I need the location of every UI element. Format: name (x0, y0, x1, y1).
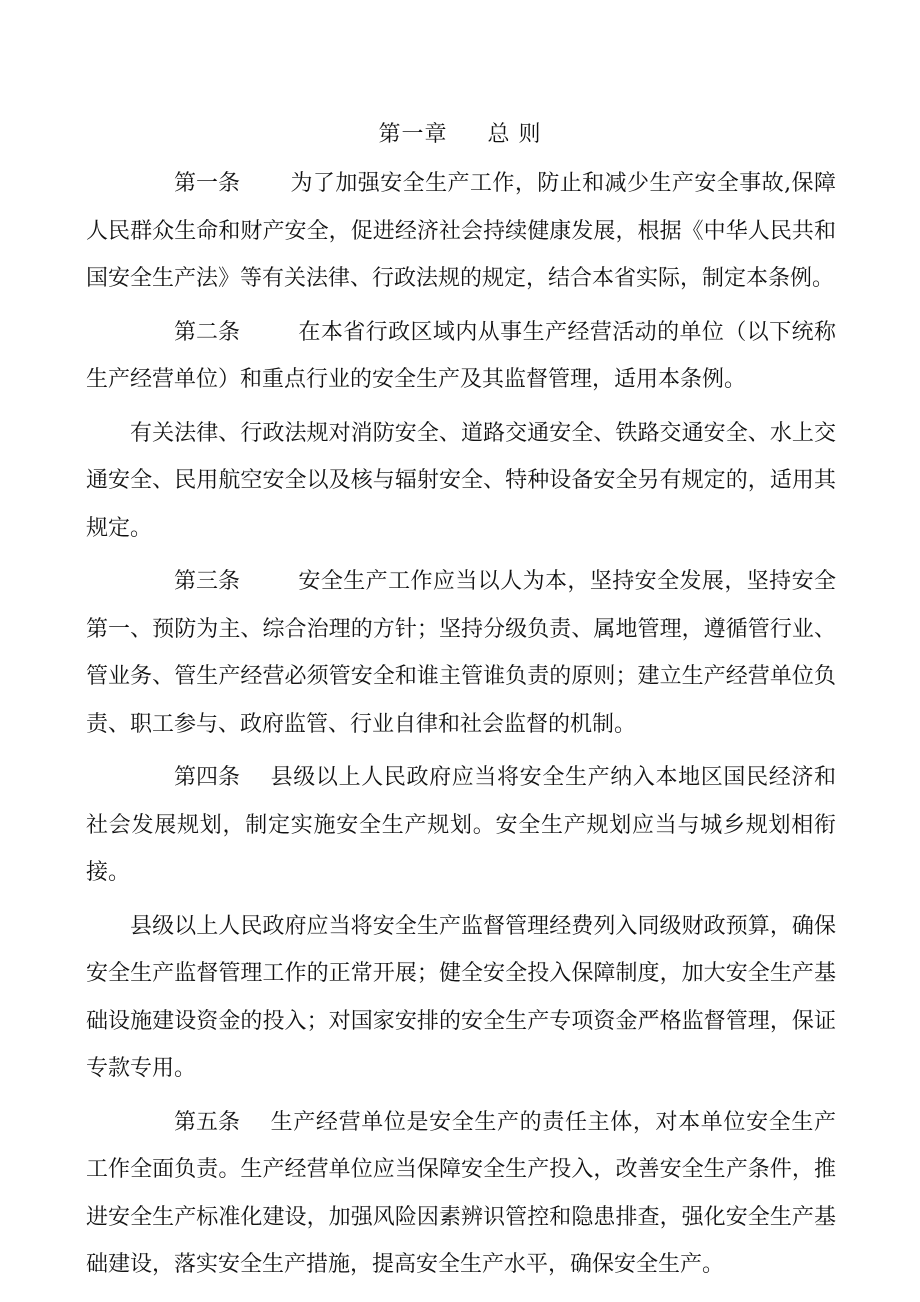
article-3-label: 第三条 (174, 569, 241, 594)
article-2-text-1: 在本省行政区域内从事生产经营活动的单位（以下统称生产经营单位）和重点行业的安全生产及其监督管理，适用本条例。 (86, 319, 836, 392)
article-2-paragraph-1 (86, 309, 836, 404)
article-2-paragraph-2 (86, 410, 836, 553)
article-1-text: 为了加强安全生产工作，防止和减少生产安全事故,保障人民群众生命和财产安全，促进经济社会持续健康发展，根据《中华人民共和国安全生产法》等有关法律、行政法规的规定，结合本省实际，制定本条例。 (86, 171, 836, 291)
article-4-label: 第四条 (174, 765, 241, 790)
article-1-paragraph-1 (86, 160, 836, 303)
article-4-text-2: 县级以上人民政府应当将安全生产监督管理经费列入同级财政预算，确保安全生产监督管理工作的正常开展；健全安全投入保障制度，加大安全生产基础设施建设资金的投入；对国家安排的安全生产专项资金严格监督管理，保证专款专用。 (86, 913, 836, 1081)
article-4-paragraph-1 (86, 754, 836, 897)
article-3-paragraph-1 (86, 558, 836, 748)
article-3-text: 安全生产工作应当以人为本，坚持安全发展，坚持安全第一、预防为主、综合治理的方针；坚持分级负责、属地管理，遵循管行业、管业务、管生产经营必须管安全和谁主管谁负责的原则；建立生产经营单位负责、职工参与、政府监管、行业自律和社会监督的机制。 (86, 569, 836, 737)
article-2-text-2: 有关法律、行政法规对消防安全、道路交通安全、铁路交通安全、水上交通安全、民用航空安全以及核与辐射安全、特种设备安全另有规定的，适用其规定。 (86, 420, 836, 541)
article-4-text-1: 县级以上人民政府应当将安全生产纳入本地区国民经济和社会发展规划，制定实施安全生产规划。安全生产规划应当与城乡规划相衔接。 (86, 765, 836, 885)
document-body (86, 160, 836, 1289)
article-5-text: 生产经营单位是安全生产的责任主体，对本单位安全生产工作全面负责。生产经营单位应当保障安全生产投入，改善安全生产条件，推进安全生产标准化建设，加强风险因素辨识管控和隐患排查，强化安全生产基础建设，落实安全生产措施，提高安全生产水平，确保安全生产。 (86, 1109, 836, 1277)
article-1-label: 第一条 (174, 171, 241, 196)
article-5-paragraph-1 (86, 1099, 836, 1289)
article-2-label: 第二条 (174, 319, 241, 345)
article-4-paragraph-2 (86, 903, 836, 1093)
chapter-heading (0, 118, 920, 152)
chapter-label: 第一章 (378, 122, 448, 147)
chapter-title: 总 则 (487, 122, 542, 147)
article-5-label: 第五条 (174, 1109, 241, 1135)
